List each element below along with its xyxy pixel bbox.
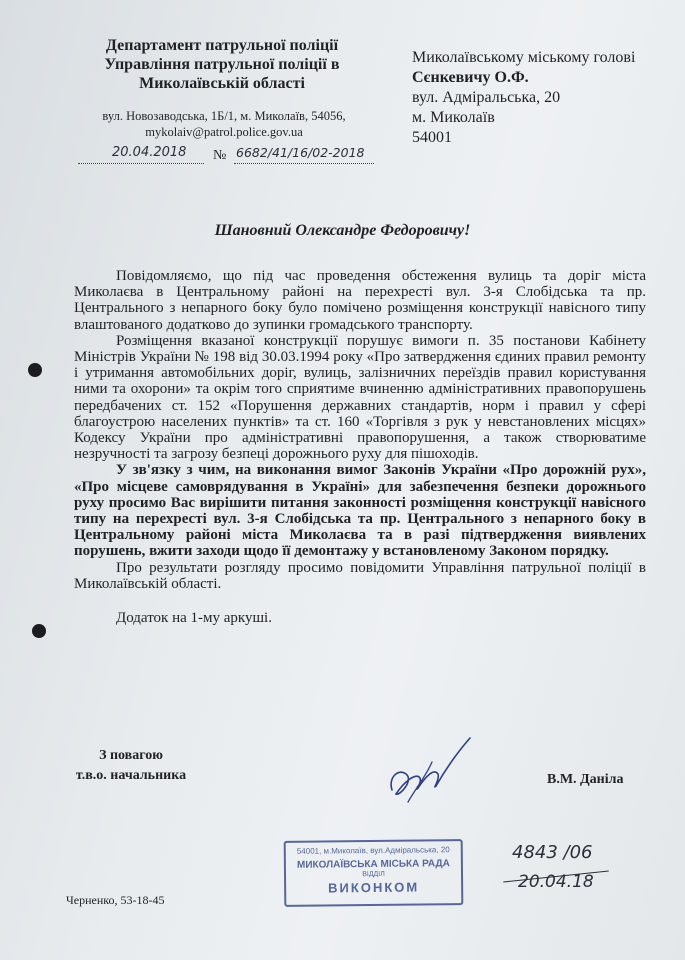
signer-name: В.М. Даніла (547, 772, 624, 787)
stamp-executive: ВИКОНКОМ (328, 879, 420, 896)
punch-hole (28, 363, 42, 377)
signer-position: т.в.о. начальника (75, 768, 187, 783)
body-paragraph: Розміщення вказаної конструкції порушує вимоги п. 35 постанови Кабінету Міністрів України № 198 від 30.03.1994 року «Про затвердження єдиних правил ремонту і утримання автомобільних доріг, вулиць, залізничних переїздів правил користування ними та охорони» та окрім того сприятиме вчиненню адміністративних правопорушень передбачених ст. 152 «Порушення державних стандартів, норм і правил у сфері благоустрою населених пунктів» та ст. 160 «Торгівля з рук у невстановлених місцях» Кодексу України про адміністративні правопорушення, а також створюватиме незручності та загрозу безпеці дорожнього руху для пішоходів. (74, 332, 646, 463)
signature-block (66, 746, 196, 786)
recipient-name: Сєнкевичу О.Ф. (412, 69, 529, 86)
recipient-city: м. Миколаїв (412, 109, 495, 126)
stamp-council: МИКОЛАЇВСЬКА МІСЬКА РАДА (296, 858, 450, 871)
registration-date: 20.04.18 (518, 872, 594, 892)
outgoing-number: 6682/41/16/02-2018 (236, 145, 365, 160)
sender-address (84, 108, 364, 140)
attachment-note: Додаток на 1-му аркуші. (116, 610, 272, 627)
handwritten-signature (386, 732, 474, 806)
sender-street: вул. Новозаводська, 1Б/1, м. Миколаїв, 54056, (102, 109, 346, 123)
department-line: Управління патрульної поліції в (104, 56, 340, 73)
salutation: Шановний Олександре Федоровичу! (214, 222, 471, 239)
closing-text: З повагою (99, 748, 163, 763)
department-line: Департамент патрульної поліції (105, 37, 339, 54)
number-label: № (213, 148, 227, 163)
sender-department (72, 36, 372, 93)
outgoing-date: 20.04.2018 (112, 145, 187, 160)
recipient-postcode: 54001 (412, 129, 452, 146)
department-line: Миколаївській області (139, 75, 305, 92)
sender-email: mykolaiv@patrol.police.gov.ua (145, 125, 303, 139)
recipient-block (412, 48, 635, 148)
punch-hole (32, 624, 46, 638)
recipient-title: Миколаївському міському голові (412, 49, 636, 66)
stamp-address: 54001, м.Миколаїв, вул.Адміральська, 20 (296, 845, 450, 856)
body-paragraph: Про результати розгляду просимо повідомити Управління патрульної поліції в Миколаївській області. (74, 559, 646, 592)
council-stamp (284, 839, 464, 907)
body-paragraph-request: У зв'язку з чим, на виконання вимог Законів України «Про дорожній рух», «Про місцеве самоврядування в Україні» для забезпечення безпеки дорожнього руху просимо Вас вирішити питання законності розміщення конструкції навісного типу на перехресті вул. 3-я Слобідська та пр. Центрального з непарного боку в Центральному районі міста Миколаєва та в разі підтвердження виявлених порушень, вжити заходи щодо її демонтажу у встановленому Законом порядку. (74, 462, 646, 560)
recipient-street: вул. Адміральська, 20 (412, 89, 561, 106)
letter-body (74, 268, 646, 626)
executor-contact: Черненко, 53-18-45 (66, 893, 165, 907)
number-underline (234, 163, 374, 164)
registration-number: 4843 /06 (512, 842, 593, 863)
date-underline (78, 163, 204, 164)
body-paragraph: Повідомляємо, що під час проведення обстеження вулиць та доріг міста Миколаєва в Центральному районі на перехресті вул. 3-я Слобідська та пр. Центрального з непарного боку було помічено розміщення конструкції навісного типу влаштованого додатково до зупинки громадського транспорту. (74, 268, 646, 333)
stamp-dept: ВІДДІЛ (362, 870, 385, 879)
